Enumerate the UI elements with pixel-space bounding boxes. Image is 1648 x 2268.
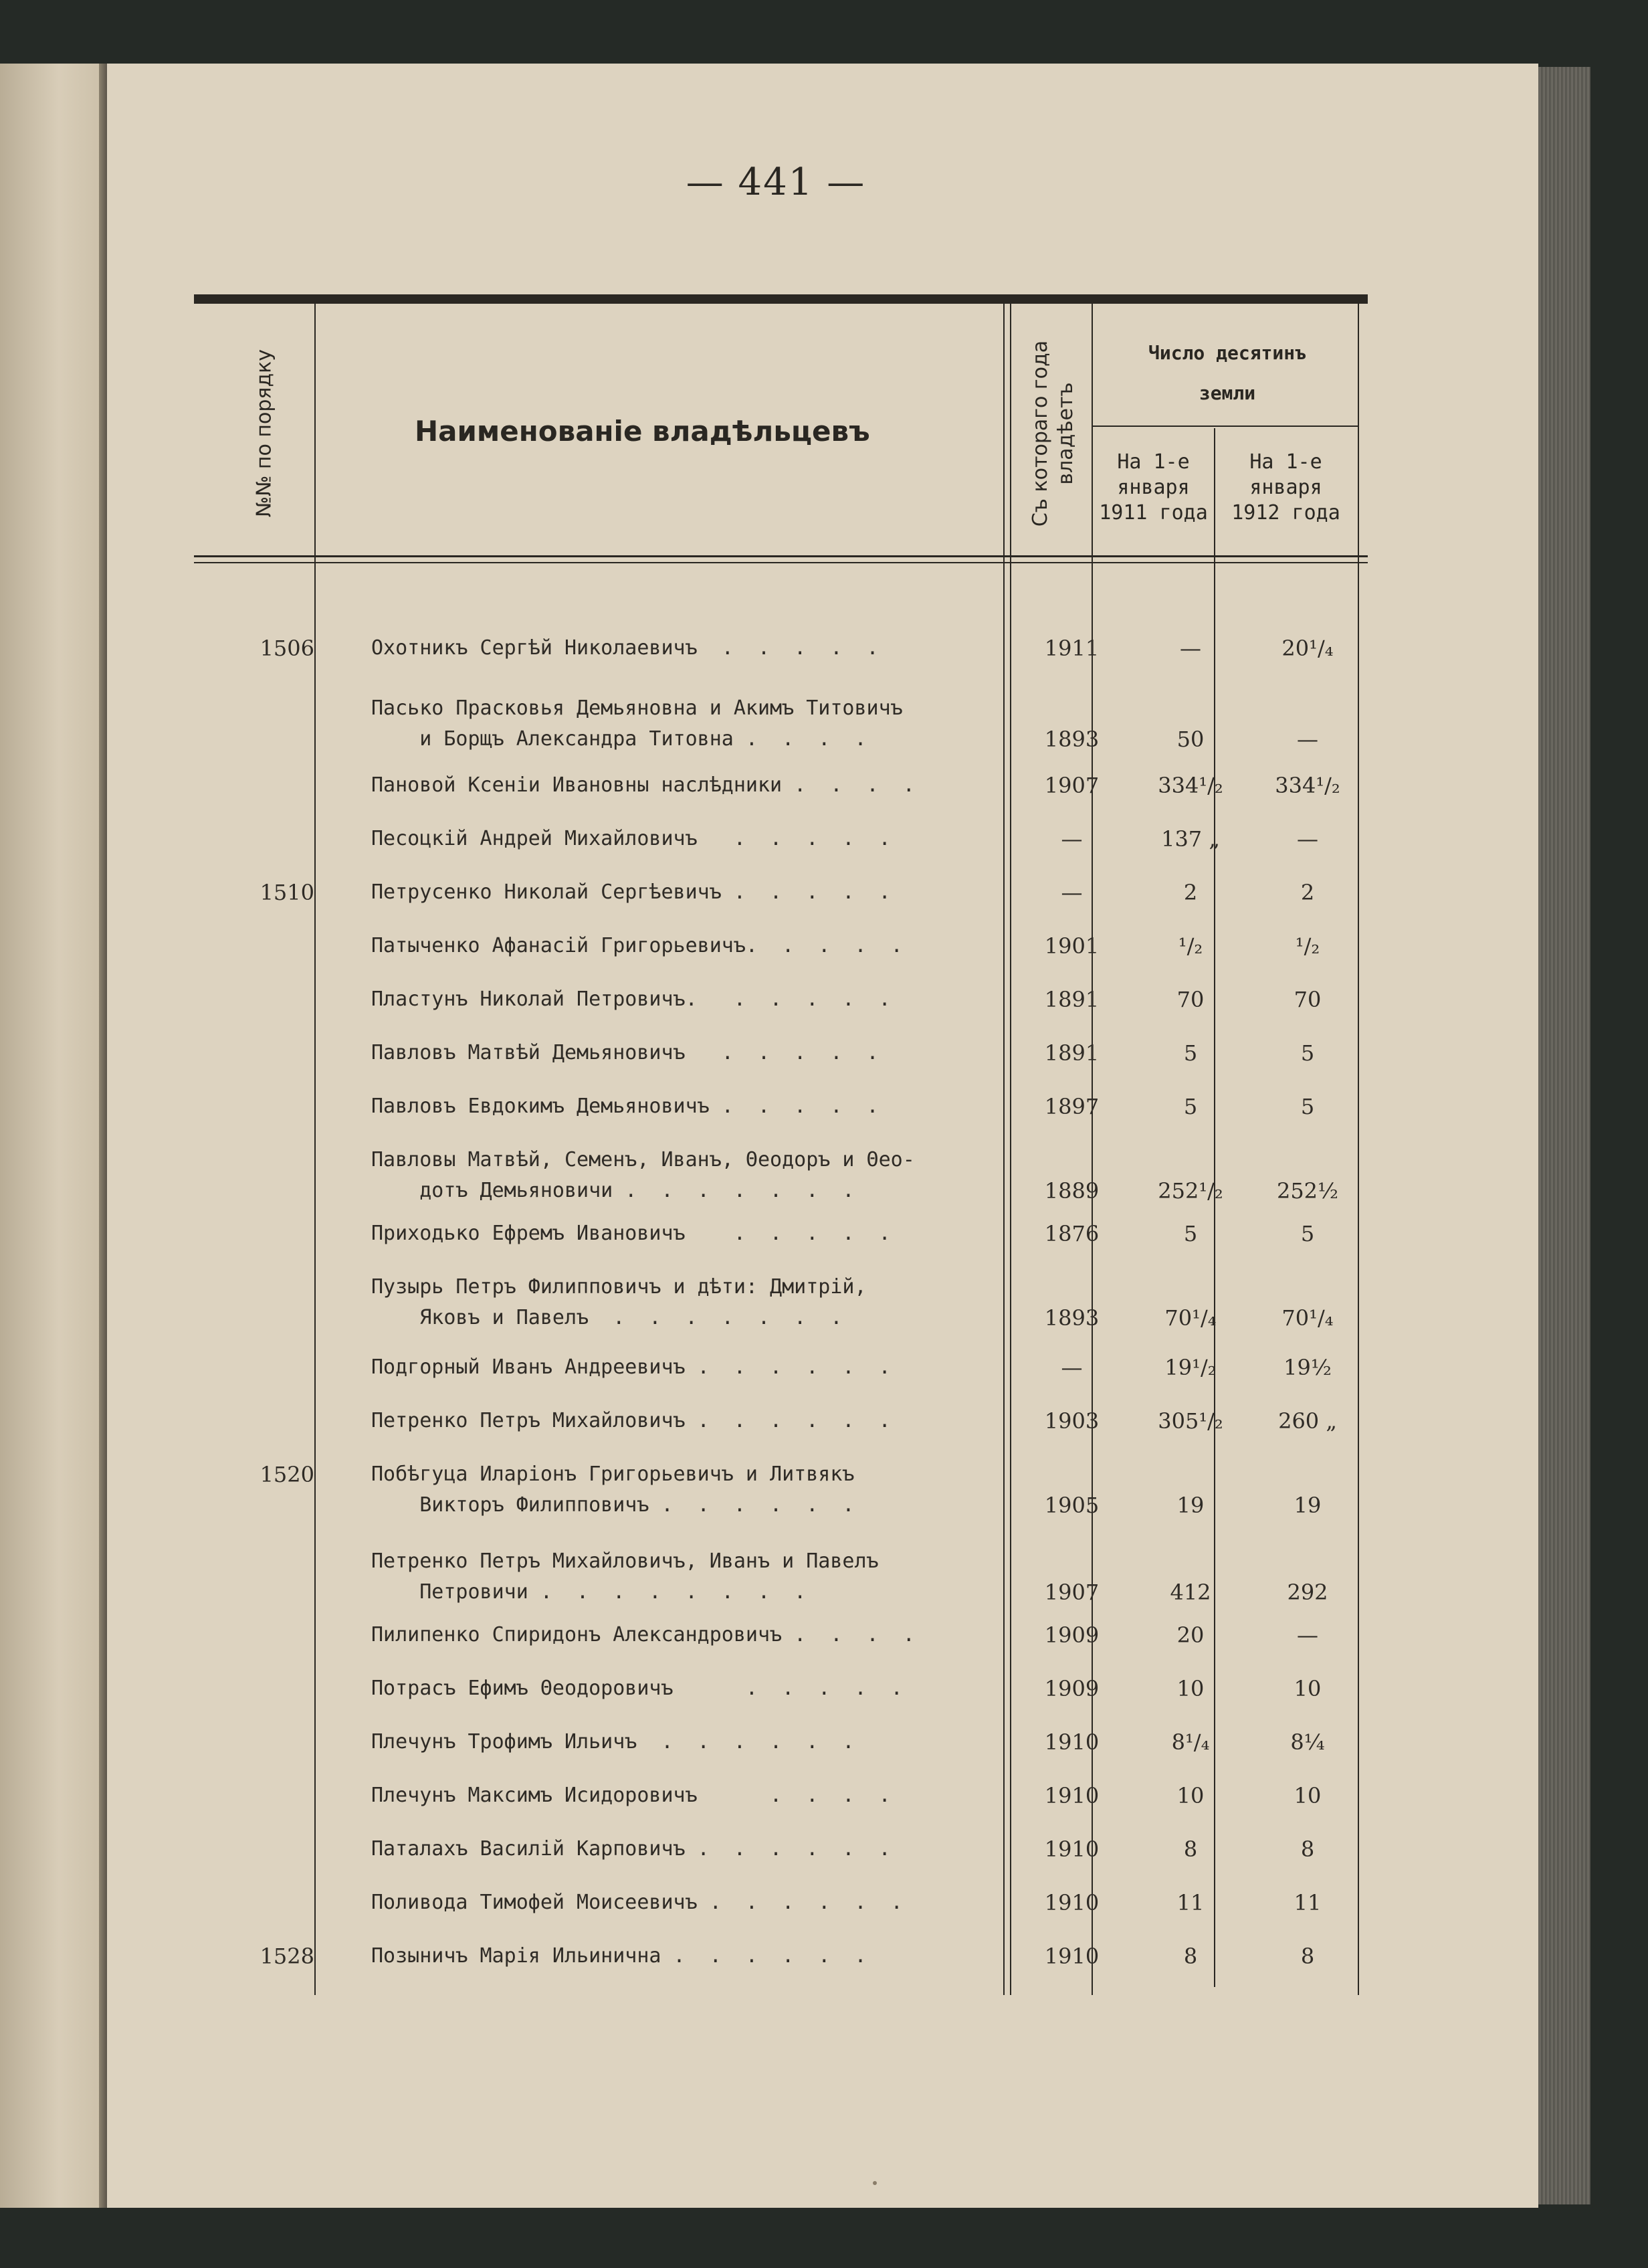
land-1912: — xyxy=(1297,826,1318,852)
year-since: — xyxy=(1061,826,1083,852)
land-1911: 334¹/₂ xyxy=(1158,773,1223,798)
land-1911: 50 xyxy=(1176,727,1205,752)
year-since: 1911 xyxy=(1044,636,1100,661)
year-since: 1905 xyxy=(1044,1493,1100,1518)
owner-name: Позыничъ Марія Ильинична . . . . . . xyxy=(371,1944,867,1968)
owner-name: Павловъ Евдокимъ Демьяновичъ . . . . . xyxy=(371,1095,879,1118)
year-since: 1910 xyxy=(1044,1890,1100,1915)
owner-name: Петренко Петръ Михайловичъ . . . . . . xyxy=(371,1409,891,1432)
land-1912: 70 xyxy=(1294,987,1322,1012)
land-1912: 260 „ xyxy=(1278,1408,1337,1434)
land-1911: 305¹/₂ xyxy=(1158,1408,1223,1434)
land-1912: ¹/₂ xyxy=(1295,933,1320,959)
year-since: 1889 xyxy=(1044,1178,1100,1204)
year-since: 1910 xyxy=(1044,1729,1100,1755)
owner-name: Петрусенко Николай Сергѣевичъ . . . . . xyxy=(371,880,891,904)
owner-name: Поливода Тимофей Моисеевичъ . . . . . . xyxy=(371,1891,903,1914)
owner-name: Приходько Ефремъ Ивановичъ . . . . . xyxy=(371,1222,891,1245)
left-page xyxy=(0,64,107,2208)
header-col-name: Наименованіе владѣльцевъ xyxy=(415,415,870,448)
land-1912: 5 xyxy=(1300,1040,1315,1066)
land-1912: 5 xyxy=(1300,1094,1315,1119)
land-1912: 10 xyxy=(1294,1676,1322,1701)
year-since: 1910 xyxy=(1044,1836,1100,1862)
owner-name: Патыченко Афанасій Григорьевичъ. . . . . xyxy=(371,934,903,957)
year-since: 1891 xyxy=(1044,987,1100,1012)
header-col-since-text: Съ котораго года владѣетъ xyxy=(1029,340,1077,527)
land-1911: 10 xyxy=(1176,1676,1205,1701)
row-number: 1528 xyxy=(260,1944,314,1969)
land-1912: 11 xyxy=(1294,1890,1322,1915)
year-since: 1901 xyxy=(1044,933,1100,959)
header-col-number: №№ по порядку xyxy=(252,349,276,518)
year-since: 1910 xyxy=(1044,1783,1100,1808)
land-1912: 8 xyxy=(1300,1944,1315,1969)
header-col-1911: На 1-е января 1911 года xyxy=(1099,450,1208,525)
left-page-edge xyxy=(99,64,107,2208)
owner-name: Пасько Прасковья Демьяновна и Акимъ Титовичъ и Борщъ Александра Титовна . . . . xyxy=(371,696,903,751)
page-mark xyxy=(873,2181,877,2185)
table-top-rule xyxy=(194,294,1368,304)
land-1911: 20 xyxy=(1176,1622,1205,1648)
owner-name: Плечунъ Трофимъ Ильичъ . . . . . . xyxy=(371,1730,855,1754)
year-since: 1907 xyxy=(1044,773,1100,798)
header-col-land: Число десятинъ земли xyxy=(1148,342,1306,404)
header-col-since xyxy=(1028,313,1079,554)
land-1911: 70 xyxy=(1176,987,1205,1012)
header-bottom-rule xyxy=(194,555,1368,557)
col-divider-1 xyxy=(314,302,316,1995)
owner-name: Павловъ Матвѣй Демьяновичъ . . . . . xyxy=(371,1041,879,1064)
land-1911: 137 „ xyxy=(1161,826,1220,852)
owner-name: Подгорный Иванъ Андреевичъ . . . . . . xyxy=(371,1355,891,1379)
land-1912: 20¹/₄ xyxy=(1281,636,1334,661)
land-1912: 10 xyxy=(1294,1783,1322,1808)
land-1911: 11 xyxy=(1176,1890,1205,1915)
land-1911: — xyxy=(1180,636,1201,661)
land-1911: 412 xyxy=(1170,1580,1211,1605)
land-1911: 8 xyxy=(1183,1836,1198,1862)
row-number: 1510 xyxy=(260,880,314,905)
owner-name: Песоцкій Андрей Михайловичъ . . . . . xyxy=(371,827,891,850)
year-since: 1876 xyxy=(1044,1221,1100,1246)
year-since: 1909 xyxy=(1044,1622,1100,1648)
land-1912: — xyxy=(1297,1622,1318,1648)
year-since: 1893 xyxy=(1044,727,1100,752)
land-1911: 5 xyxy=(1183,1221,1198,1246)
land-1911: 19¹/₂ xyxy=(1164,1355,1217,1380)
land-1911: 19 xyxy=(1176,1493,1205,1518)
year-since: 1891 xyxy=(1044,1040,1100,1066)
year-since: — xyxy=(1061,880,1083,905)
land-1911: 8 xyxy=(1183,1944,1198,1969)
owner-name: Охотникъ Сергѣй Николаевичъ . . . . . xyxy=(371,636,879,660)
land-1912: 8 xyxy=(1300,1836,1315,1862)
land-1912: 2 xyxy=(1300,880,1315,905)
land-1911: 10 xyxy=(1176,1783,1205,1808)
land-1911: 2 xyxy=(1183,880,1198,905)
header-col-1912: На 1-е января 1912 года xyxy=(1231,450,1340,525)
year-since: 1893 xyxy=(1044,1305,1100,1331)
land-1912: 292 xyxy=(1287,1580,1328,1605)
owner-name: Потрасъ Ефимъ Θеодоровичъ . . . . . xyxy=(371,1677,903,1700)
owner-name: Пузырь Петръ Филипповичъ и дѣти: Дмитрій, Яковъ и Павелъ . . . . . . . xyxy=(371,1275,867,1329)
land-1911: 5 xyxy=(1183,1040,1198,1066)
land-1912: 70¹/₄ xyxy=(1281,1305,1334,1331)
owner-name: Петренко Петръ Михайловичъ, Иванъ и Павелъ Петровичи . . . . . . . . xyxy=(371,1549,879,1604)
owner-name: Пилипенко Спиридонъ Александровичъ . . . . xyxy=(371,1623,915,1646)
owner-name: Паталахъ Василій Карповичъ . . . . . . xyxy=(371,1837,891,1861)
year-since: 1909 xyxy=(1044,1676,1100,1701)
page-number: — 441 — xyxy=(686,161,866,204)
land-1912: 252½ xyxy=(1276,1178,1339,1204)
land-1912: 8¼ xyxy=(1290,1729,1325,1755)
row-number: 1506 xyxy=(260,636,314,661)
col-divider-2b xyxy=(1010,302,1011,1995)
year-since: 1897 xyxy=(1044,1094,1100,1119)
header-bottom-rule-2 xyxy=(194,562,1368,563)
land-1912: — xyxy=(1297,727,1318,752)
year-since: 1907 xyxy=(1044,1580,1100,1605)
owner-name: Пановой Ксеніи Ивановны наслѣдники . . . . xyxy=(371,773,915,797)
land-1911: ¹/₂ xyxy=(1178,933,1203,959)
land-subheader-rule xyxy=(1092,426,1359,427)
land-1911: 8¹/₄ xyxy=(1171,1729,1210,1755)
col-divider-2 xyxy=(1003,302,1005,1995)
owner-name: Плечунъ Максимъ Исидоровичъ . . . . xyxy=(371,1784,891,1807)
row-number: 1520 xyxy=(260,1462,314,1487)
owner-name: Побѣгуца Иларіонъ Григорьевичъ и Литвякъ Викторъ Филипповичъ . . . . . . xyxy=(371,1462,855,1517)
year-since: 1910 xyxy=(1044,1944,1100,1969)
land-1912: 19½ xyxy=(1283,1355,1332,1380)
land-1911: 5 xyxy=(1183,1094,1198,1119)
owner-name: Павловы Матвѣй, Семенъ, Иванъ, Θеодоръ и Θео- дотъ Демьяновичи . . . . . . . xyxy=(371,1148,915,1202)
land-1912: 5 xyxy=(1300,1221,1315,1246)
land-1912: 334¹/₂ xyxy=(1275,773,1340,798)
land-1912: 19 xyxy=(1294,1493,1322,1518)
page-edges xyxy=(1538,67,1590,2204)
land-1911: 252¹/₂ xyxy=(1158,1178,1223,1204)
owner-name: Пластунъ Николай Петровичъ. . . . . . xyxy=(371,987,891,1011)
year-since: — xyxy=(1061,1355,1083,1380)
land-1911: 70¹/₄ xyxy=(1164,1305,1217,1331)
year-since: 1903 xyxy=(1044,1408,1100,1434)
